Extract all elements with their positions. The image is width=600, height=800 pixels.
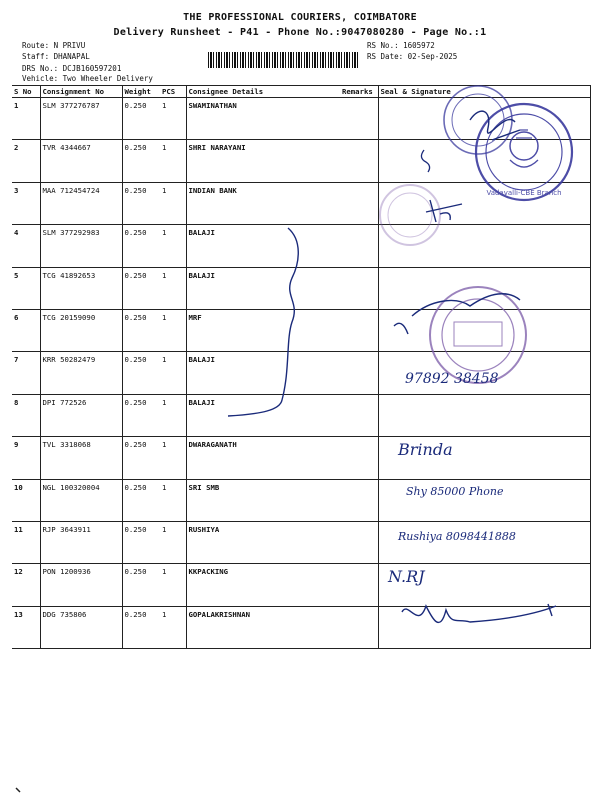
row-weight: 0.250 [122, 98, 160, 140]
signature-row11: Rushiya 8098441888 [398, 530, 516, 543]
row-pcs: 1 [160, 437, 186, 479]
col-header-weight: Weight [122, 86, 160, 98]
barcode [208, 52, 358, 68]
row-consignment-no: TCG 41892653 [40, 267, 122, 309]
row-consignment-no: SLM 377276787 [40, 98, 122, 140]
row-weight: 0.250 [122, 225, 160, 267]
row-seal-signature [378, 309, 590, 351]
row-sno: 9 [12, 437, 40, 479]
row-sno: 12 [12, 564, 40, 606]
row-weight: 0.250 [122, 479, 160, 521]
row-remarks [340, 437, 378, 479]
row-weight: 0.250 [122, 564, 160, 606]
row-pcs: 1 [160, 479, 186, 521]
row-sno: 3 [12, 182, 40, 224]
corner-mark [16, 788, 20, 792]
row-seal-signature [378, 394, 590, 436]
table-row [12, 564, 590, 606]
row-remarks [340, 394, 378, 436]
table-row [12, 182, 590, 224]
row-weight: 0.250 [122, 267, 160, 309]
row-weight: 0.250 [122, 606, 160, 648]
runsheet-subtitle: Delivery Runsheet - P41 - Phone No.:9047080280 - Page No.:1 [113, 27, 487, 38]
row-consignee: MRF [186, 309, 340, 351]
vehicle-label: Vehicle: Two Wheeler Delivery [22, 74, 153, 83]
row-consignment-no: KRR 50282479 [40, 352, 122, 394]
table-row [12, 309, 590, 351]
row-consignee: KKPACKING [186, 564, 340, 606]
row-consignment-no: TCG 20159090 [40, 309, 122, 351]
row-consignment-no: MAA 712454724 [40, 182, 122, 224]
table-row [12, 352, 590, 394]
row-sno: 5 [12, 267, 40, 309]
row-seal-signature [378, 140, 590, 182]
col-header-consignment: Consignment No [40, 86, 122, 98]
col-header-remarks: Remarks [340, 86, 378, 98]
signature-row9: Brinda [398, 440, 453, 459]
col-header-pcs: PCS [160, 86, 186, 98]
row-pcs: 1 [160, 564, 186, 606]
row-seal-signature [378, 182, 590, 224]
table-row [12, 225, 590, 267]
row-pcs: 1 [160, 394, 186, 436]
row-sno: 10 [12, 479, 40, 521]
row-sno: 13 [12, 606, 40, 648]
row-consignment-no: NGL 100320004 [40, 479, 122, 521]
row-pcs: 1 [160, 352, 186, 394]
row-weight: 0.250 [122, 182, 160, 224]
row-sno: 7 [12, 352, 40, 394]
bank-stamp-text: Vadavalli-CBE Branch [486, 189, 562, 197]
row-pcs: 1 [160, 98, 186, 140]
row-weight: 0.250 [122, 394, 160, 436]
row-sno: 2 [12, 140, 40, 182]
row-seal-signature [378, 267, 590, 309]
row-consignment-no: RJP 3643911 [40, 521, 122, 563]
row-pcs: 1 [160, 606, 186, 648]
row-consignee: SHRI NARAYANI [186, 140, 340, 182]
row-remarks [340, 182, 378, 224]
row-consignment-no: SLM 377292983 [40, 225, 122, 267]
row-consignment-no: DDG 735806 [40, 606, 122, 648]
row-weight: 0.250 [122, 140, 160, 182]
row-remarks [340, 352, 378, 394]
row-seal-signature [378, 437, 590, 479]
row-sno: 1 [12, 98, 40, 140]
table-header-row [12, 86, 590, 98]
phone-handwriting-row7: 97892 38458 [405, 371, 499, 387]
row-pcs: 1 [160, 267, 186, 309]
row-consignment-no: TVR 4344667 [40, 140, 122, 182]
row-sno: 6 [12, 309, 40, 351]
table-row [12, 394, 590, 436]
row-consignee: SRI SMB [186, 479, 340, 521]
row-consignee: GOPALAKRISHNAN [186, 606, 340, 648]
row-seal-signature [378, 606, 590, 648]
row-consignee: DWARAGANATH [186, 437, 340, 479]
row-consignment-no: TVL 3318068 [40, 437, 122, 479]
table-row [12, 437, 590, 479]
col-header-consignee: Consignee Details [186, 86, 340, 98]
row-seal-signature [378, 479, 590, 521]
row-consignee: INDIAN BANK [186, 182, 340, 224]
row-remarks [340, 98, 378, 140]
table-row [12, 606, 590, 648]
table-row [12, 521, 590, 563]
runsheet-table [12, 85, 591, 649]
col-header-seal-signature: Seal & Signature [378, 86, 590, 98]
signature-row10: Shy 85000 Phone [406, 485, 504, 498]
row-sno: 8 [12, 394, 40, 436]
row-remarks [340, 606, 378, 648]
row-consignee: BALAJI [186, 394, 340, 436]
row-remarks [340, 140, 378, 182]
company-title: THE PROFESSIONAL COURIERS, COIMBATORE [183, 12, 417, 23]
row-pcs: 1 [160, 140, 186, 182]
row-pcs: 1 [160, 182, 186, 224]
signature-row12: N.RJ [388, 567, 425, 586]
row-sno: 4 [12, 225, 40, 267]
row-remarks [340, 521, 378, 563]
table-row [12, 98, 590, 140]
row-consignee: BALAJI [186, 267, 340, 309]
row-consignment-no: PON 1200936 [40, 564, 122, 606]
table-row [12, 267, 590, 309]
row-consignee: SWAMINATHAN [186, 98, 340, 140]
row-remarks [340, 479, 378, 521]
row-consignee: RUSHIYA [186, 521, 340, 563]
row-remarks [340, 564, 378, 606]
row-consignee: BALAJI [186, 352, 340, 394]
row-pcs: 1 [160, 225, 186, 267]
row-pcs: 1 [160, 521, 186, 563]
row-seal-signature [378, 564, 590, 606]
rs-date: RS Date: 02-Sep-2025 [367, 52, 458, 61]
col-header-sno: S No [12, 86, 40, 98]
row-consignee: BALAJI [186, 225, 340, 267]
row-seal-signature [378, 352, 590, 394]
row-seal-signature [378, 225, 590, 267]
table-row [12, 140, 590, 182]
staff-label: Staff: DHANAPAL [22, 52, 90, 61]
row-remarks [340, 309, 378, 351]
row-weight: 0.250 [122, 521, 160, 563]
row-consignment-no: DPI 772526 [40, 394, 122, 436]
row-weight: 0.250 [122, 309, 160, 351]
row-weight: 0.250 [122, 437, 160, 479]
row-seal-signature [378, 98, 590, 140]
drs-number: DRS No.: DCJB160597201 [22, 64, 122, 73]
row-remarks [340, 267, 378, 309]
route-label: Route: N PRIVU [22, 41, 86, 50]
row-weight: 0.250 [122, 352, 160, 394]
row-remarks [340, 225, 378, 267]
row-seal-signature [378, 521, 590, 563]
table-row [12, 479, 590, 521]
row-sno: 11 [12, 521, 40, 563]
row-pcs: 1 [160, 309, 186, 351]
rs-number: RS No.: 1605972 [367, 41, 435, 50]
